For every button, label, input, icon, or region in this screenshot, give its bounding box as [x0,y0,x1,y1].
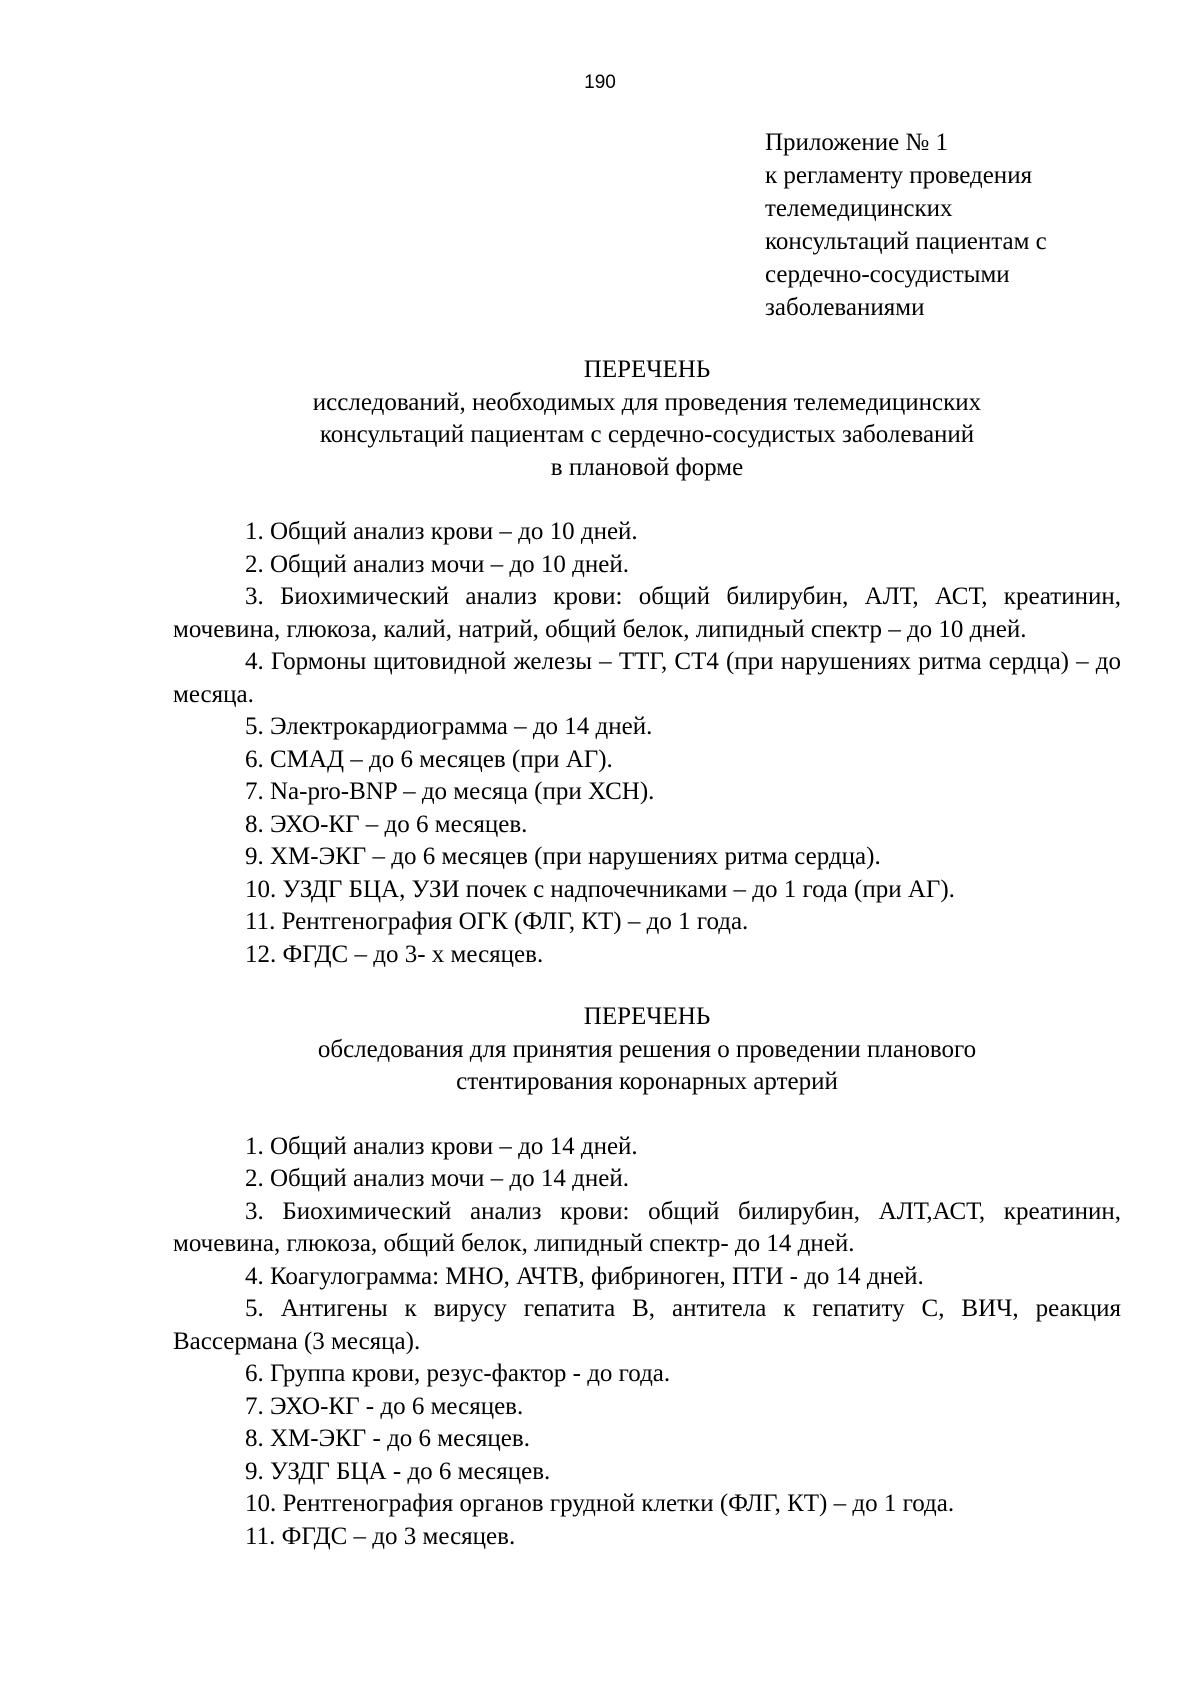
section-stenting-list [173,1001,1121,1553]
appendix-line: телемедицинских [765,195,953,222]
list-item: 7. ЭХО-КГ - до 6 месяцев. [245,1392,524,1420]
section-subtitle [173,1034,1121,1099]
list-item: 6. Группа крови, резус-фактор - до года. [245,1360,671,1387]
list-item: 10. УЗДГ БЦА, УЗИ почек с надпочечниками – до 1 года (при АГ). [245,875,955,903]
list-item: 10. Рентгенография органов грудной клетки (ФЛГ, КТ) – до 1 года. [245,1490,955,1517]
list-item: 5. Электрокардиограмма – до 14 дней. [245,713,653,740]
list-item: 3. Биохимический анализ крови: общий билирубин, АЛТ, АСТ, креатинин, мочевина, глюкоза, калий, натрий, общий белок, липидный спектр – до 10 дней. [173,583,1121,643]
page-number: 190 [584,72,616,93]
list-item: 2. Общий анализ мочи – до 14 дней. [245,1165,629,1192]
appendix-line: Приложение № 1 [765,129,949,156]
list-item: 11. Рентгенография ОГК (ФЛГ, КТ) – до 1 года. [245,908,749,935]
list-item: 9. УЗДГ БЦА - до 6 месяцев. [245,1457,551,1485]
appendix-line: заболеваниями [765,294,925,321]
appendix-header [765,126,1165,324]
stenting-list [173,1131,1121,1554]
subtitle-line: консультаций пациентам с сердечно-сосудистых заболеваний [319,421,975,448]
list-item: 2. Общий анализ мочи – до 10 дней. [245,550,629,578]
list-item: 4. Гормоны щитовидной железы – ТТГ, СТ4 (при нарушениях ритма сердца) – до месяца. [173,648,1121,708]
appendix-line: к регламенту проведения [765,162,1033,189]
list-item: 5. Антигены к вирусу гепатита В, антитела к гепатиту С, ВИЧ, реакция Вассермана (3 месяца). [173,1295,1121,1355]
section-research-list [173,354,1121,971]
research-list [173,516,1121,971]
list-item: 3. Биохимический анализ крови: общий билирубин, АЛТ,АСТ, креатинин, мочевина, глюкоза, общий белок, липидный спектр- до 14 дней. [173,1197,1121,1257]
subtitle-line: стентирования коронарных артерий [456,1068,838,1095]
list-item: 12. ФГДС – до 3- х месяцев. [245,940,544,968]
appendix-line: консультаций пациентам с [765,228,1047,255]
list-item: 4. Коагулограмма: МНО, АЧТВ, фибриноген, ПТИ - до 14 дней. [245,1262,924,1290]
section-subtitle [173,387,1121,485]
list-item: 8. ЭХО-КГ – до 6 месяцев. [245,810,528,838]
list-item: 11. ФГДС – до 3 месяцев. [245,1522,516,1550]
section-title: ПЕРЕЧЕНЬ [583,356,711,383]
subtitle-line: обследования для принятия решения о проведении планового [317,1035,977,1063]
list-item: 1. Общий анализ крови – до 14 дней. [245,1132,638,1160]
subtitle-line: в плановой форме [550,453,744,481]
subtitle-line: исследований, необходимых для проведения телемедицинских [312,388,982,416]
section-title: ПЕРЕЧЕНЬ [583,1003,711,1030]
appendix-line: сердечно-сосудистыми [765,261,1010,288]
list-item: 9. ХМ-ЭКГ – до 6 месяцев (при нарушениях ритма сердца). [245,843,881,870]
list-item: 1. Общий анализ крови – до 10 дней. [245,518,638,545]
list-item: 7. Na-pro-BNP – до месяца (при ХСН). [245,778,655,805]
list-item: 8. ХМ-ЭКГ - до 6 месяцев. [245,1425,530,1452]
list-item: 6. СМАД – до 6 месяцев (при АГ). [245,745,613,773]
